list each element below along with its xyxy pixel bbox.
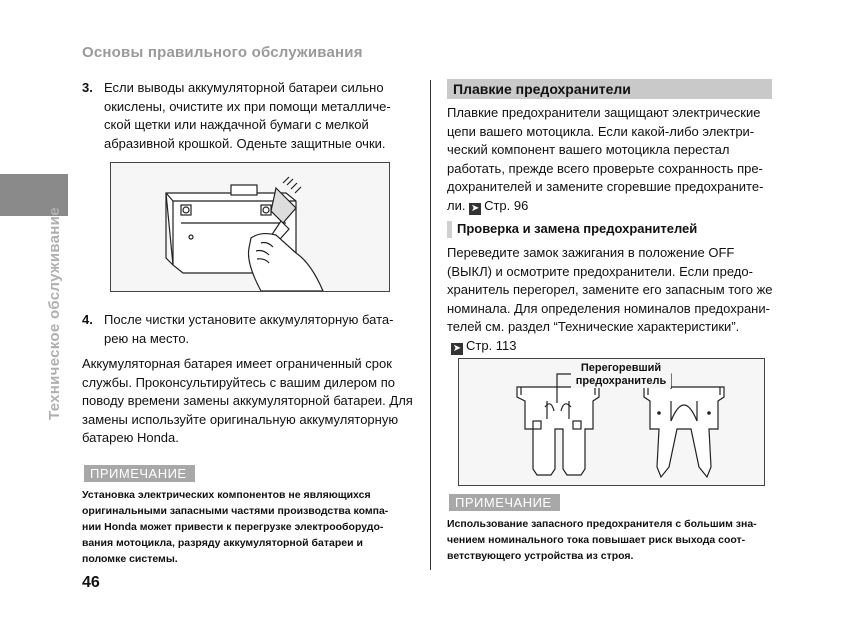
battery-life-paragraph — [82, 355, 413, 448]
text-line: Установка электрических компонентов не являющихся — [82, 489, 371, 501]
page-ref-arrow-icon: ➤ — [470, 202, 480, 214]
text-line: ческий компонент вашего мотоцикла перестал — [447, 142, 730, 157]
text-line: службы. Проконсультируйтесь с вашим дилером по — [82, 374, 395, 390]
text-line: хранитель перегорел, замените его запасным того же — [447, 282, 773, 297]
text-line-with-ref — [447, 197, 763, 216]
page-ref-arrow-icon: ➤ — [452, 342, 462, 354]
text-line: окислены, очистите их при помощи металличе- — [104, 98, 391, 114]
note-text-right — [447, 516, 757, 564]
fuse-check-paragraph — [447, 244, 773, 355]
text-line: ветствующего устройства из строя. — [447, 550, 634, 562]
text-line: Аккумуляторная батарея имеет ограниченный срок — [82, 356, 392, 371]
text-line: Использование запасного предохранителя с большим зна- — [447, 518, 757, 530]
section-title: Плавкие предохранители — [447, 79, 772, 99]
page-header: Основы правильного обслуживания — [82, 44, 363, 61]
text-line-with-ref — [447, 337, 773, 356]
figure-label-blown-fuse — [571, 362, 671, 388]
step-4-number: 4. — [82, 312, 93, 327]
step-4-text — [104, 311, 393, 348]
text-line: чением номинального тока повышает риск выхода соот- — [447, 534, 746, 546]
text-line: дохранителей и замените сгоревшие предохраните- — [447, 179, 764, 194]
text-line: батарею Honda. — [82, 430, 179, 445]
page-number: 46 — [82, 574, 100, 591]
text-line: телей см. раздел “Технические характеристики”. — [447, 319, 740, 334]
subsection-bar — [447, 221, 452, 238]
page-ref-link[interactable]: Стр. 96 — [484, 197, 529, 213]
note-tag-left: ПРИМЕЧАНИЕ — [84, 465, 195, 482]
text-line: работать, прежде всего проверьте сохранность пре- — [447, 160, 763, 176]
text-line: нии Honda может привести к перегрузке электрооборудо- — [82, 521, 384, 533]
text-line: замены используйте оригинальную аккумуляторную — [82, 411, 399, 427]
text-line: (ВЫКЛ) и осмотрите предохранители. Если предо- — [447, 263, 753, 279]
column-divider — [430, 80, 431, 570]
text-line: поломке системы. — [82, 553, 178, 565]
step-3-text — [104, 79, 391, 153]
fuse-figure — [458, 358, 765, 486]
note-tag-right: ПРИМЕЧАНИЕ — [449, 494, 560, 511]
text-line: рею на место. — [104, 330, 190, 346]
text-line: оригинальными запасными частями производства компа- — [82, 505, 389, 517]
text-line: Если выводы аккумуляторной батареи сильно — [104, 80, 384, 95]
subsection-title: Проверка и замена предохранителей — [457, 221, 698, 236]
battery-brush-illustration — [111, 163, 389, 291]
battery-cleaning-figure — [110, 162, 390, 292]
fuses-intro-paragraph — [447, 104, 763, 215]
text-line: поводу времени замены аккумуляторной батареи. Для — [82, 393, 413, 408]
text-line: После чистки установите аккумуляторную бата- — [104, 312, 394, 327]
text-line: номинала. Для определения номиналов предохрани- — [447, 300, 770, 316]
step-3-number: 3. — [82, 80, 93, 95]
page-ref-link[interactable]: Стр. 113 — [466, 337, 517, 353]
text-line: цепи вашего мотоцикла. Если какой-либо электри- — [447, 123, 755, 139]
note-text-left — [82, 487, 388, 567]
text-line: Плавкие предохранители защищают электрические — [447, 105, 761, 120]
text-line: абразивной крошкой. Оденьте защитные очки. — [104, 135, 386, 151]
figure-label-line: Перегоревший — [580, 362, 662, 374]
text-line: ской щетки или наждачной бумаги с мелкой — [104, 117, 369, 132]
text-line: Переведите замок зажигания в положение OFF — [447, 245, 735, 260]
text-line: вания мотоцикла, разряду аккумуляторной батареи и — [82, 537, 363, 549]
figure-label-line: предохранитель — [575, 375, 667, 387]
text-fragment: ли. — [447, 197, 466, 213]
side-section-label: Техническое обслуживание — [46, 207, 63, 420]
